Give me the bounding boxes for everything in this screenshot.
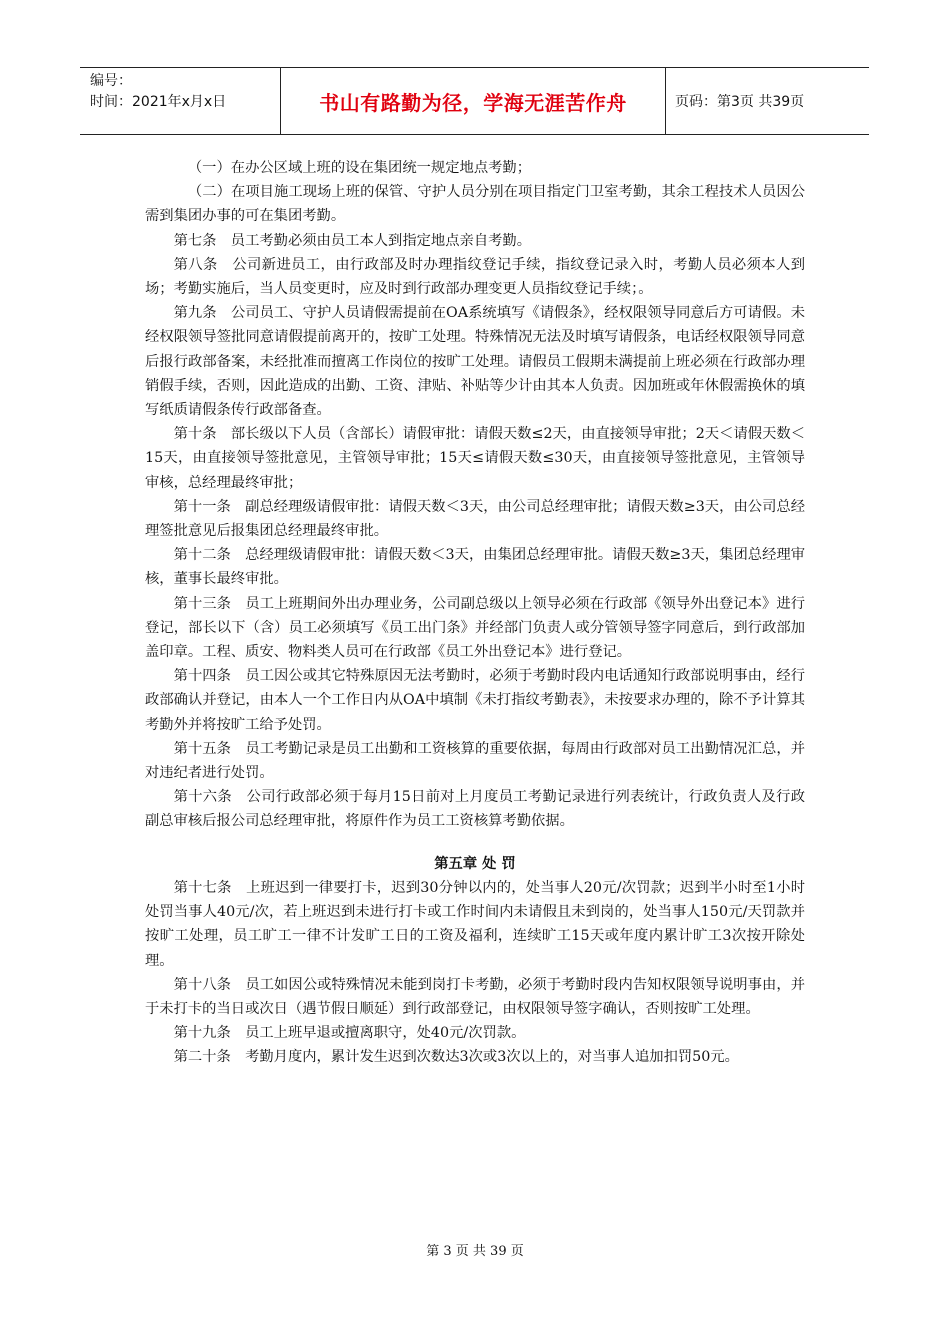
article-8: 第八条 公司新进员工，由行政部及时办理指纹登记手续，指纹登记录入时，考勤人员必须本人到场；考勤实施后，当人员变更时，应及时到行政部办理变更人员指纹登记手续；。 — [145, 256, 805, 298]
header-motto: 书山有路勤为径，学海无涯苦作舟 — [319, 90, 627, 115]
article-7: 第七条 员工考勤必须由员工本人到指定地点亲自考勤。 — [173, 232, 532, 249]
page-header — [80, 67, 869, 135]
document-date-label: 时间：2021年x月x日 — [90, 94, 227, 110]
article-12: 第十二条 总经理级请假审批：请假天数＜3天，由集团总经理审批。请假天数≥3天，集团总经理审核，董事长最终审批。 — [145, 547, 805, 588]
chapter-title: 第五章 处 罚 — [434, 855, 516, 872]
article-20: 第二十条 考勤月度内，累计发生迟到次数达3次或3次以上的，对当事人追加扣罚50元。 — [173, 1049, 739, 1066]
page-footer: 第 3 页 共 39 页 — [426, 1244, 524, 1259]
article-18: 第十八条 员工如因公或特殊情况未能到岗打卡考勤，必须于考勤时段内告知权限领导说明事由，并于未打卡的当日或次日（遇节假日顺延）到行政部登记，由权限领导签字确认，否则按旷工处理。 — [145, 976, 805, 1017]
article-9: 第九条 公司员工、守护人员请假需提前在OA系统填写《请假条》，经权限领导同意后方可请假。未经权限领导签批同意请假提前离开的，按旷工处理。特殊情况无法及时填写请假条，电话经权限领导同意后报行政部备案，未经批准而擅离工作岗位的按旷工处理。请假员工假期未满提前上班必须在行政部办理销假手续，否则，因此造成的出勤、工资、津贴、补贴等少计由其本人负责。因加班或年休假需换休的填写纸质请假条传行政部备查。 — [145, 305, 805, 419]
article-10: 第十条 部长级以下人员（含部长）请假审批：请假天数≤2天，由直接领导审批；2天＜请假天数＜15天，由直接领导签批意见，主管领导审批；15天≤请假天数≤30天，由直接领导签批意见，主管领导审核，总经理最终审批； — [145, 426, 805, 491]
header-page-indicator: 页码：第3页 共39页 — [675, 94, 805, 110]
article-14: 第十四条 员工因公或其它特殊原因无法考勤时，必须于考勤时段内电话通知行政部说明事由，经行政部确认并登记，由本人一个工作日内从OA中填制《未打指纹考勤表》，未按要求办理的，除不予计算其考勤外并将按旷工给予处罚。 — [145, 668, 805, 733]
article-13: 第十三条 员工上班期间外出办理业务，公司副总级以上领导必须在行政部《领导外出登记本》进行登记，部长以下（含）员工必须填写《员工出门条》并经部门负责人或分管领导签字同意后，到行政部加盖印章。工程、质安、物料类人员可在行政部《员工外出登记本》进行登记。 — [145, 595, 805, 661]
paragraph: （二）在项目施工现场上班的保管、守护人员分别在项目指定门卫室考勤，其余工程技术人员因公需到集团办事的可在集团考勤。 — [145, 184, 805, 225]
article-15: 第十五条 员工考勤记录是员工出勤和工资核算的重要依据，每周由行政部对员工出勤情况汇总，并对违纪者进行处罚。 — [145, 740, 805, 782]
article-19: 第十九条 员工上班早退或擅离职守，处40元/次罚款。 — [173, 1025, 526, 1042]
header-meta — [80, 68, 280, 134]
article-17: 第十七条 上班迟到一律要打卡，迟到30分钟以内的，处当事人20元/次罚款；迟到半小时至1小时处罚当事人40元/次，若上班迟到未进行打卡或工作时间内未请假且未到岗的，处当事人150元/天罚款并按旷工处理，员工旷工一律不计发旷工日的工资及福利，连续旷工15天或年度内累计旷工3次按开除处理。 — [145, 879, 805, 969]
article-11: 第十一条 副总经理级请假审批：请假天数＜3天，由公司总经理审批；请假天数≥3天，由公司总经理签批意见后报集团总经理最终审批。 — [145, 498, 805, 540]
document-number-label: 编号： — [90, 73, 132, 89]
article-16: 第十六条 公司行政部必须于每月15日前对上月度员工考勤记录进行列表统计，行政负责人及行政副总审核后报公司总经理审批，将原件作为员工工资核算考勤依据。 — [145, 789, 805, 830]
document-body — [145, 156, 805, 1070]
paragraph: （一）在办公区域上班的设在集团统一规定地点考勤； — [187, 160, 532, 176]
header-motto-box — [280, 68, 666, 134]
